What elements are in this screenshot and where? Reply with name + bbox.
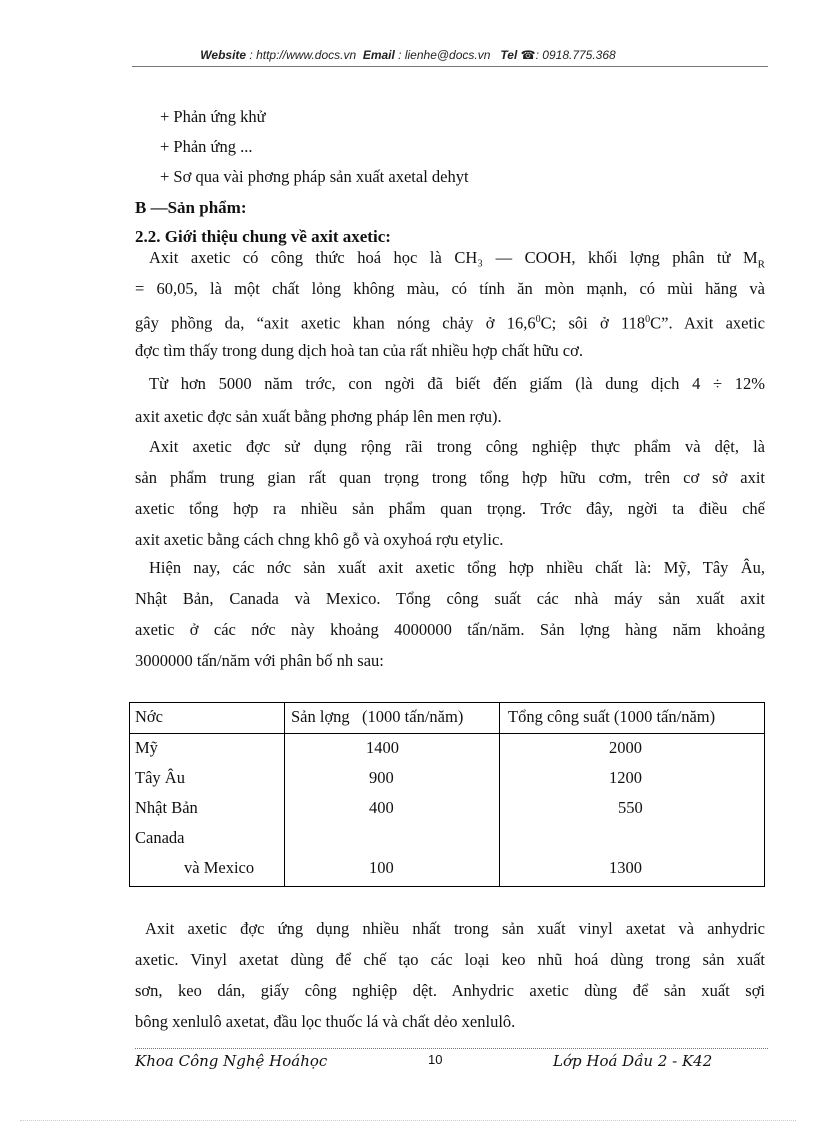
table-column-divider [499, 702, 500, 887]
paragraph-usage [135, 431, 765, 555]
website-label: Website [200, 48, 247, 62]
text-line: axetic tổng hợp ra nhiều sản phẩm quan trọng. Trớc đây, ngời ta điều chế [135, 499, 765, 518]
table-cell: Canada [135, 828, 185, 847]
table-cell: 400 [369, 798, 394, 817]
paragraph-history [135, 368, 765, 432]
text-line: axetic. Vinyl axetat dùng để chế tạo các loại keo nhũ hoá dùng trong sản xuất [135, 950, 765, 969]
table-cell: Mỹ [135, 738, 158, 757]
text-line: Axit axetic đợc sử dụng rộng rãi trong công nghiệp thực phẩm và dệt, là [149, 437, 765, 456]
text-line: Axit axetic có công thức hoá học là CH₃ — COOH, khối lợng phân tử M [149, 248, 758, 267]
text-line: Axit axetic đợc ứng dụng nhiều nhất trong sản xuất vinyl axetat và anhydric [145, 919, 765, 938]
text-line: C”. Axit axetic [650, 313, 765, 333]
text-line: 3000000 tấn/năm với phân bố nh sau: [135, 651, 384, 670]
text-line: axetic ở các nớc này khoảng 4000000 tấn/năm. Sản lợng hàng năm khoảng [135, 620, 765, 639]
text-line: sản phẩm trung gian rất quan trọng trong tổng hợp hữu cơm, trên cơ sở axit [135, 468, 765, 487]
table-cell: Nhật Bản [135, 798, 198, 817]
footer-class: Lớp Hoá Dầu 2 - K42 [553, 1052, 713, 1070]
section-heading-b: B —Sản phẩm: [135, 198, 247, 217]
table-header-divider [129, 733, 765, 734]
text-line: = 60,05, là một chất lỏng không màu, có tính ăn mòn mạnh, có mùi hăng và [135, 279, 765, 298]
table-cell: Tây Âu [135, 768, 185, 787]
paragraph-production [135, 552, 765, 676]
text-line: Từ hơn 5000 năm trớc, con ngời đã biết đến giấm (là dung dịch 4 ÷ 12% [149, 374, 765, 393]
email-value[interactable]: : lienhe@docs.vn [398, 48, 491, 62]
text-line: gây phồng da, “axit axetic khan nóng chảy ở 16,6 [135, 313, 536, 333]
table-cell: và Mexico [184, 858, 255, 877]
text-line: axit axetic bằng cách chng khô gỗ và oxyhoá rợu etylic. [135, 530, 504, 549]
page-number: 10 [428, 1052, 443, 1067]
header-divider [132, 66, 768, 67]
bullet-item: + Phản ứng khử [160, 107, 266, 126]
text-line: axit axetic đợc sản xuất bằng phơng pháp lên men rợu). [135, 407, 502, 426]
paragraph-intro [135, 242, 765, 366]
footer-divider [135, 1048, 768, 1049]
table-column-divider [284, 702, 285, 887]
phone-icon: ☎ [520, 48, 536, 62]
text-line: bông xenlulô axetat, đầu lọc thuốc lá và chất dẻo xenlulô. [135, 1012, 516, 1031]
bullet-item: + Sơ qua vài phơng pháp sản xuất axetal dehyt [160, 167, 469, 186]
table-cell: 1400 [366, 738, 399, 757]
table-header-cell: Nớc [135, 707, 163, 726]
email-label: Email [362, 48, 395, 62]
section-heading-2-2: 2.2. Giới thiệu chung về axit axetic: [135, 227, 391, 246]
paragraph-applications [135, 913, 765, 1037]
page-header [0, 48, 816, 62]
text-line: Nhật Bản, Canada và Mexico. Tổng công suất các nhà máy sản xuất axit [135, 589, 765, 608]
text-line: đợc tìm thấy trong dung dịch hoà tan của rất nhiều hợp chất hữu cơ. [135, 341, 583, 360]
subscript: R [757, 258, 765, 271]
superscript: 0 [535, 314, 541, 325]
website-value[interactable]: : http://www.docs.vn [249, 48, 357, 62]
table-cell: 1200 [609, 768, 642, 787]
superscript: 0 [645, 314, 651, 325]
table-cell: 550 [618, 798, 643, 817]
table-cell: 100 [369, 858, 394, 877]
text-line: sơn, keo dán, giấy công nghiệp dệt. Anhydric axetic dùng để sản xuất sợi [135, 981, 765, 1000]
text-line: Hiện nay, các nớc sản xuất axit axetic tổng hợp nhiều chất là: Mỹ, Tây Âu, [149, 558, 765, 577]
page-bottom-edge [20, 1120, 796, 1121]
table-cell: 900 [369, 768, 394, 787]
text-line: C; sôi ở 118 [540, 313, 646, 333]
bullet-item: + Phản ứng ... [160, 137, 253, 156]
table-cell: 2000 [609, 738, 642, 757]
tel-label: Tel [500, 48, 518, 62]
table-cell: 1300 [609, 858, 642, 877]
table-header-cell: Sản lợng (1000 tấn/năm) [291, 707, 464, 726]
tel-value: : 0918.775.368 [535, 48, 616, 62]
table-header-cell: Tổng công suất (1000 tấn/năm) [508, 707, 716, 726]
footer-department: Khoa Công Nghệ Hoáhọc [135, 1052, 328, 1070]
